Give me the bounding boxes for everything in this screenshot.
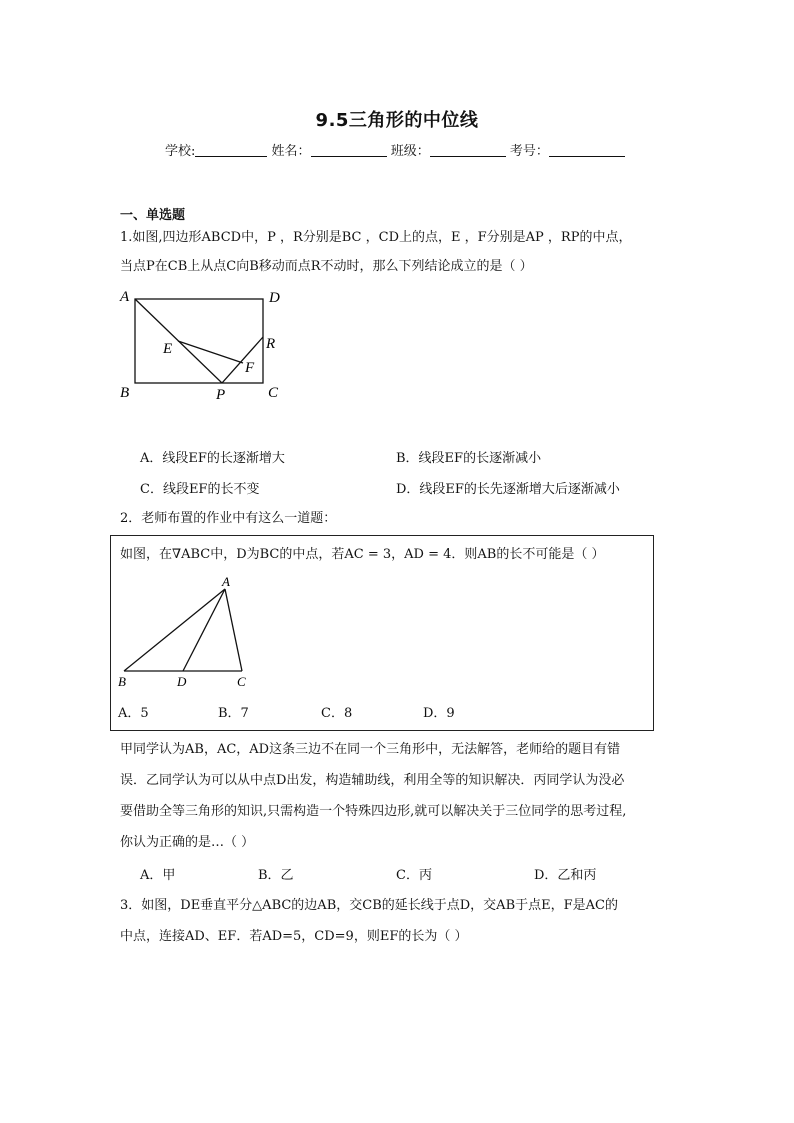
rectangle-abcd [135, 299, 263, 383]
school-blank[interactable] [195, 143, 267, 157]
student-info-row [165, 140, 625, 159]
q2-option-d[interactable]: D．乙和丙 [534, 868, 597, 883]
q1-option-b[interactable]: B．线段EF的长逐渐减小 [396, 451, 542, 466]
page-title: 9.5三角形的中位线 [315, 110, 479, 131]
segment-pr [222, 337, 263, 383]
label-b: B [120, 385, 130, 401]
segment-ef [178, 341, 243, 363]
q2-para-line4: 你认为正确的是…（ ） [120, 835, 255, 850]
label-e: E [163, 341, 173, 357]
q1-rectangle-figure [110, 285, 300, 405]
name-blank[interactable] [311, 143, 387, 157]
q2-box-option-d[interactable]: D．9 [423, 706, 455, 721]
school-label: 学校: [165, 144, 196, 159]
number-blank[interactable] [549, 143, 625, 157]
q1-text-line1: 1.如图,四边形ABCD中，P ，R分别是BC ，CD上的点，E ，F分别是AP ，RP的中点， [120, 230, 632, 245]
q1-option-a[interactable]: A．线段EF的长逐渐增大 [140, 451, 285, 466]
label-a: A [120, 289, 130, 305]
q2-para-line2: 误．乙同学认为可以从中点D出发，构造辅助线，利用全等的知识解决．丙同学认为没必 [120, 773, 625, 788]
q2-para-line1: 甲同学认为AB，AC，AD这条三边不在同一个三角形中，无法解答，老师给的题目有错 [120, 742, 621, 757]
label-c: C [268, 385, 279, 401]
label-b: B [118, 674, 126, 689]
name-label: 姓名： [271, 144, 311, 159]
q2-para-line3: 要借助全等三角形的知识,只需构造一个特殊四边形,就可以解决关于三位同学的思考过程, [120, 804, 627, 819]
label-d: D [177, 674, 187, 689]
q2-box-text: 如图，在∇ABC中，D为BC的中点，若AC = 3，AD = 4．则AB的长不可能是（ ） [120, 547, 605, 562]
class-blank[interactable] [430, 143, 506, 157]
q2-option-b[interactable]: B．乙 [258, 868, 294, 883]
label-d: D [269, 290, 280, 306]
label-r: R [266, 336, 276, 352]
segment-ad [183, 589, 225, 671]
label-c: C [237, 674, 246, 689]
q2-box-option-b[interactable]: B．7 [218, 706, 249, 721]
number-label: 考号： [509, 144, 549, 159]
q3-text-line1: 3．如图，DE垂直平分△ABC的边AB，交CB的延长线于点D，交AB于点E，F是AC的 [120, 898, 618, 913]
q1-text-line2: 当点P在CB上从点C向B移动而点R不动时，那么下列结论成立的是（ ） [120, 259, 533, 274]
label-p: P [216, 387, 226, 403]
label-f: F [245, 360, 255, 376]
q1-option-c[interactable]: C．线段EF的长不变 [140, 482, 260, 497]
class-label: 班级： [390, 144, 430, 159]
segment-ab [124, 589, 225, 671]
q3-text-line2: 中点，连接AD、EF．若AD=5，CD=9，则EF的长为（ ） [120, 929, 468, 944]
q2-box-option-a[interactable]: A．5 [118, 706, 149, 721]
q2-option-c[interactable]: C．丙 [396, 868, 432, 883]
q2-box-option-c[interactable]: C．8 [321, 706, 353, 721]
label-a: A [222, 574, 230, 589]
q2-triangle-figure [112, 572, 262, 692]
q2-option-a[interactable]: A．甲 [140, 868, 176, 883]
section-heading: 一、单选题 [120, 208, 186, 223]
segment-ac [225, 589, 242, 671]
q2-intro: 2．老师布置的作业中有这么一道题： [120, 511, 337, 526]
q1-option-d[interactable]: D．线段EF的长先逐渐增大后逐渐减小 [396, 482, 620, 497]
